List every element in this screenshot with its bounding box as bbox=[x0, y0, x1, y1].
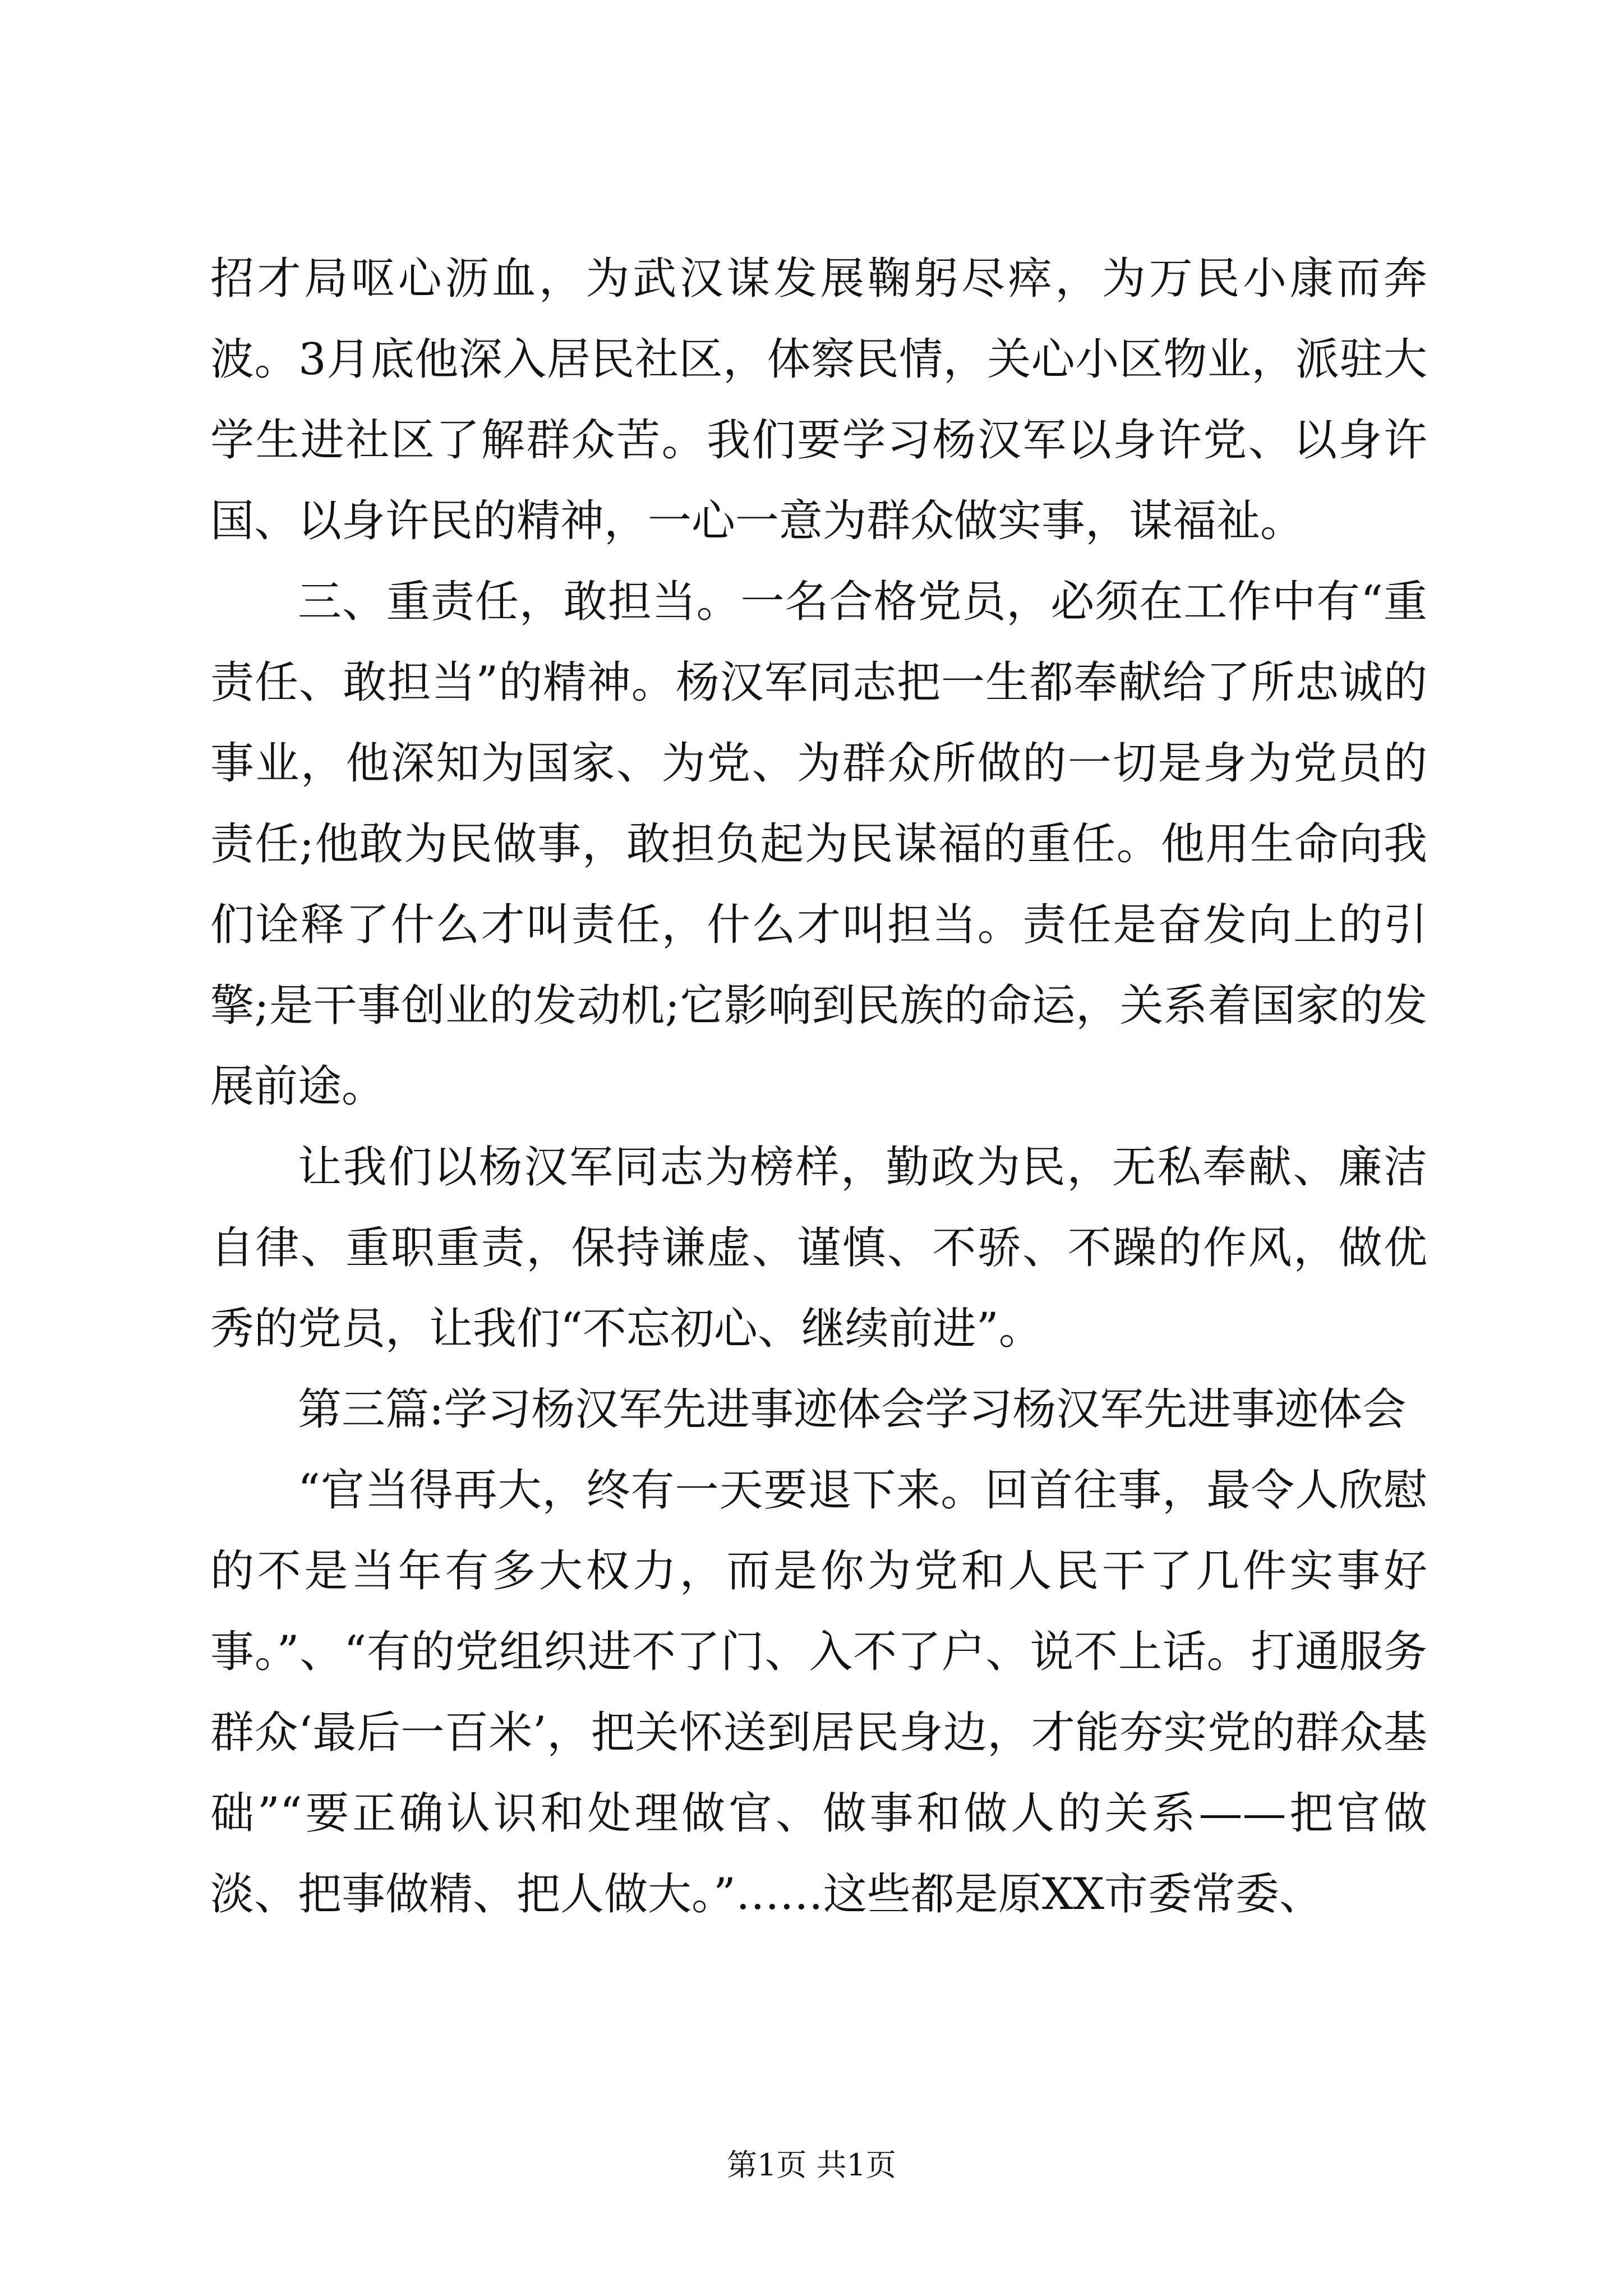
body-text bbox=[210, 238, 1427, 1935]
paragraph-2: 三、重责任，敢担当。一名合格党员，必须在工作中有“重责任、敢担当”的精神。杨汉军同志把一生都奉献给了所忠诚的事业，他深知为国家、为党、为群众所做的一切是身为党员的责任;他敢为民做事，敢担负起为民谋福的重任。他用生命向我们诠释了什么才叫责任，什么才叫担当。责任是奋发向上的引擎;是干事创业的发动机;它影响到民族的命运，关系着国家的发展前途。 bbox=[210, 577, 1427, 1112]
paragraph-5: “官当得再大，终有一天要退下来。回首往事，最令人欣慰的不是当年有多大权力，而是你为党和人民干了几件实事好事。”、“有的党组织进不了门、入不了户、说不上话。打通服务群众‘最后一百米’，把关怀送到居民身边，才能夯实党的群众基础”“要正确认识和处理做官、做事和做人的关系——把官做淡、把事做精、把人做大。”……这些都是原XX市委常委、 bbox=[210, 1465, 1427, 1920]
paragraph-1: 招才局呕心沥血，为武汉谋发展鞠躬尽瘁，为万民小康而奔波。3月底他深入居民社区，体察民情，关心小区物业，派驻大学生进社区了解群众苦。我们要学习杨汉军以身许党、以身许国、以身许民的精神，一心一意为群众做实事，谋福祉。 bbox=[210, 254, 1427, 546]
section-heading: 第三篇:学习杨汉军先进事迹体会学习杨汉军先进事迹体会 bbox=[298, 1384, 1407, 1435]
paragraph-3: 让我们以杨汉军同志为榜样，勤政为民，无私奉献、廉洁自律、重职重责，保持谦虚、谨慎、不骄、不躁的作风，做优秀的党员，让我们“不忘初心、继续前进”。 bbox=[210, 1142, 1427, 1354]
page-footer: 第1页 共1页 bbox=[727, 2147, 896, 2183]
